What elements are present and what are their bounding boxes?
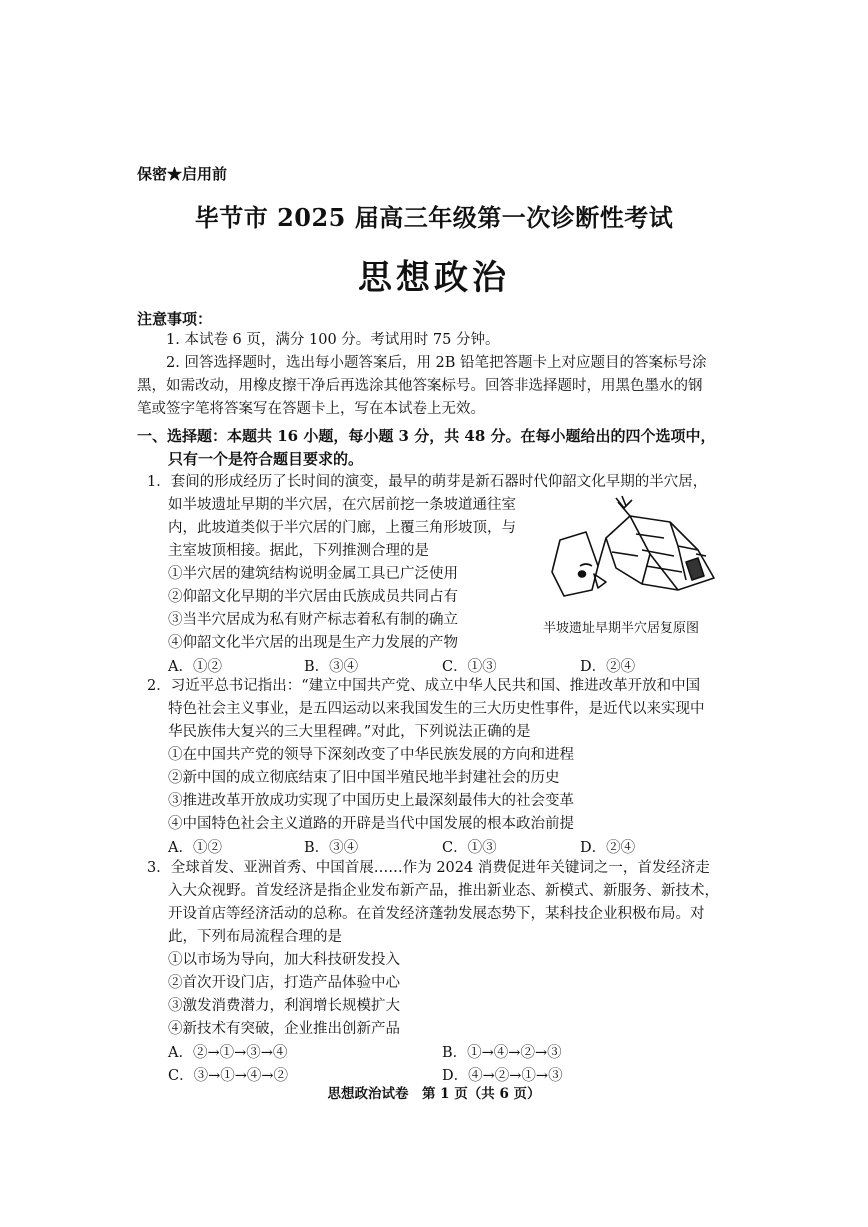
q1-line: 如半坡遗址早期的半穴居，在穴居前挖一条坡道通往室: [168, 497, 516, 513]
section-heading: 一、选择题：本题共 16 小题，每小题 3 分，共 48 分。在每小题给出的四个选项中，: [137, 427, 716, 445]
semi-subterranean-hut-illustration: [546, 494, 726, 612]
q2-statement: ①在中国共产党的领导下深刻改变了中华民族发展的方向和进程: [168, 747, 574, 763]
note-line: 笔或签字笔将答案写在答题卡上，写在本试卷上无效。: [137, 401, 485, 417]
q1-statement: ④仰韶文化半穴居的出现是生产力发展的产物: [168, 635, 458, 651]
q2-line: 特色社会主义事业，是五四运动以来我国发生的三大历史性事件，是近代以来实现中: [168, 701, 705, 717]
q3-option-a: A．②→①→③→④: [168, 1045, 288, 1061]
q1-option-d: D．②④: [580, 659, 636, 675]
q2-line: 2．习近平总书记指出：“建立中国共产党、成立中华人民共和国、推进改革开放和中国: [147, 678, 701, 694]
q3-option-c: C．③→①→④→②: [168, 1068, 289, 1084]
confidential-label: 保密★启用前: [137, 165, 228, 183]
q1-line: 主室坡顶相接。据此，下列推测合理的是: [168, 543, 429, 559]
notes-heading: 注意事项：: [137, 310, 213, 328]
q3-line: 3．全球首发、亚洲首秀、中国首展……作为 2024 消费促进年关键词之一，首发经济走: [147, 860, 710, 876]
q1-statement: ①半穴居的建筑结构说明金属工具已广泛使用: [168, 566, 458, 582]
q2-option-a: A．①②: [168, 840, 222, 856]
note-line: 2. 回答选择题时，选出每小题答案后，用 2B 铅笔把答题卡上对应题目的答案标号涂: [166, 355, 707, 371]
q2-option-c: C．①③: [442, 840, 497, 856]
q2-statement: ②新中国的成立彻底结束了旧中国半殖民地半封建社会的历史: [168, 770, 560, 786]
q1-line: 内，此坡道类似于半穴居的门廊，上覆三角形坡顶，与: [168, 520, 516, 536]
note-line: 1. 本试卷 6 页，满分 100 分。考试用时 75 分钟。: [166, 332, 500, 348]
figure-caption: 半坡遗址早期半穴居复原图: [543, 621, 700, 636]
q3-line: 入大众视野。首发经济是指企业发布新产品，推出新业态、新模式、新服务、新技术，: [168, 883, 719, 899]
q2-option-d: D．②④: [580, 840, 636, 856]
q2-statement: ③推进改革开放成功实现了中国历史上最深刻最伟大的社会变革: [168, 793, 574, 809]
q3-statement: ④新技术有突破，企业推出创新产品: [168, 1021, 400, 1037]
note-line: 黑，如需改动，用橡皮擦干净后再选涂其他答案标号。回答非选择题时，用黑色墨水的钢: [137, 378, 703, 394]
q2-line: 华民族伟大复兴的三大里程碑。”对此，下列说法正确的是: [168, 724, 531, 740]
q1-option-b: B．③④: [304, 659, 359, 675]
q1-line: 1．套间的形成经历了长时间的演变，最早的萌芽是新石器时代仰韶文化早期的半穴居，: [147, 474, 708, 490]
q1-option-c: C．①③: [442, 659, 497, 675]
q3-option-b: B．①→④→②→③: [442, 1045, 562, 1061]
q2-option-b: B．③④: [304, 840, 359, 856]
section-heading-cont: 只有一个是符合题目要求的。: [168, 450, 364, 468]
q2-statement: ④中国特色社会主义道路的开辟是当代中国发展的根本政治前提: [168, 816, 574, 832]
q3-line: 此，下列布局流程合理的是: [168, 929, 342, 945]
q3-option-d: D．④→②→①→③: [442, 1068, 563, 1084]
q1-statement: ②仰韶文化早期的半穴居由氏族成员共同占有: [168, 589, 458, 605]
q3-statement: ③激发消费潜力，利润增长规模扩大: [168, 998, 400, 1014]
q3-line: 开设首店等经济活动的总称。在首发经济蓬勃发展态势下，某科技企业积极布局。对: [168, 906, 705, 922]
q3-statement: ①以市场为导向，加大科技研发投入: [168, 952, 400, 968]
page-footer: 思想政治试卷 第 1 页（共 6 页）: [327, 1086, 541, 1102]
exam-title: 毕节市 2025 届高三年级第一次诊断性考试: [194, 203, 674, 232]
q1-option-a: A．①②: [168, 659, 222, 675]
q1-statement: ③当半穴居成为私有财产标志着私有制的确立: [168, 612, 458, 628]
subject-title: 思想政治: [358, 258, 510, 298]
q3-statement: ②首次开设门店，打造产品体验中心: [168, 975, 400, 991]
